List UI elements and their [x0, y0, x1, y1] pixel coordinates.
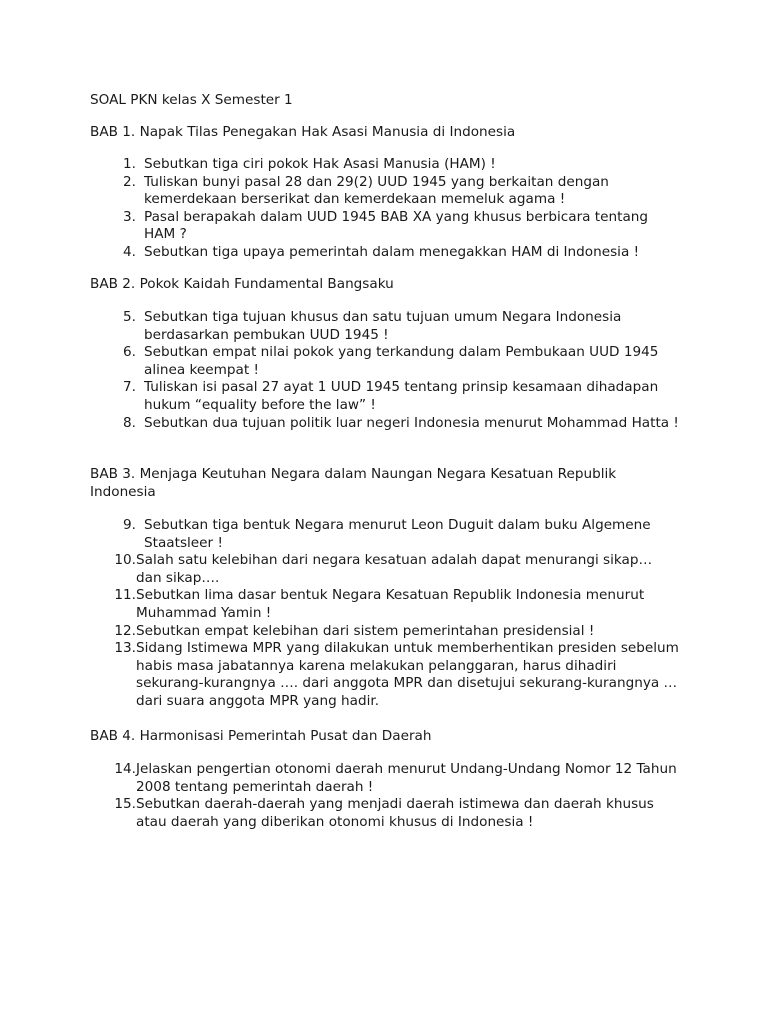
question-text: Sebutkan tiga bentuk Negara menurut Leon Duguit dalam buku Algemene Staatsleer ! — [144, 517, 651, 551]
question-item — [90, 640, 680, 710]
question-number: 13. — [114, 640, 136, 657]
question-item — [90, 309, 680, 344]
question-number: 5. — [123, 309, 136, 325]
question-list-2 — [90, 309, 680, 432]
question-text: Tuliskan isi pasal 27 ayat 1 UUD 1945 tentang prinsip kesamaan dihadapan hukum “equality before the law” ! — [144, 379, 659, 413]
question-number: 3. — [123, 208, 136, 225]
question-text: Sebutkan tiga ciri pokok Hak Asasi Manusia (HAM) ! — [144, 156, 496, 172]
page-title: SOAL PKN kelas X Semester 1 — [90, 92, 293, 108]
question-number: 14. — [114, 761, 136, 777]
question-text: Sidang Istimewa MPR yang dilakukan untuk memberhentikan presiden sebelum habis masa jabatannya karena melakukan pelanggaran, harus dihadiri sekurang-kurangnya …. dari anggota MPR dan disetujui sekurang-kurangnya … dari suara anggota MPR yang hadir. — [136, 640, 679, 709]
question-list-1 — [90, 156, 680, 262]
question-text: Salah satu kelebihan dari negara kesatuan adalah dapat menurangi sikap… dan sikap…. — [136, 552, 653, 586]
question-item — [90, 174, 680, 209]
question-list-4 — [90, 761, 680, 831]
chapter-heading-2: BAB 2. Pokok Kaidah Fundamental Bangsaku — [90, 276, 394, 292]
question-item — [90, 761, 680, 796]
question-text: Sebutkan empat kelebihan dari sistem pemerintahan presidensial ! — [136, 622, 595, 639]
question-number: 8. — [123, 414, 136, 431]
question-item — [90, 209, 680, 244]
question-item — [90, 796, 680, 831]
question-number: 1. — [123, 156, 136, 172]
question-number: 11. — [114, 587, 136, 604]
question-item — [90, 587, 680, 622]
question-number: 15. — [114, 796, 136, 813]
question-text: Jelaskan pengertian otonomi daerah menurut Undang-Undang Nomor 12 Tahun 2008 tentang pemerintah daerah ! — [136, 761, 677, 795]
question-text: Sebutkan daerah-daerah yang menjadi daerah istimewa dan daerah khusus atau daerah yang diberikan otonomi khusus di Indonesia ! — [136, 796, 654, 830]
question-number: 9. — [123, 517, 136, 533]
question-text: Tuliskan bunyi pasal 28 dan 29(2) UUD 1945 yang berkaitan dengan kemerdekaan berserikat dan kemerdekaan memeluk agama ! — [144, 173, 609, 208]
question-text: Sebutkan tiga upaya pemerintah dalam menegakkan HAM di Indonesia ! — [144, 243, 640, 260]
question-item — [90, 552, 680, 587]
chapter-heading-4: BAB 4. Harmonisasi Pemerintah Pusat dan Daerah — [90, 728, 432, 744]
question-text: Sebutkan lima dasar bentuk Negara Kesatuan Republik Indonesia menurut Muhammad Yamin ! — [136, 587, 645, 621]
chapter-heading-1: BAB 1. Napak Tilas Penegakan Hak Asasi Manusia di Indonesia — [90, 124, 516, 140]
question-number: 4. — [123, 243, 136, 260]
question-item — [90, 344, 680, 379]
question-text: Sebutkan dua tujuan politik luar negeri Indonesia menurut Mohammad Hatta ! — [144, 414, 679, 431]
chapter-heading-3: BAB 3. Menjaga Keutuhan Negara dalam Naungan Negara Kesatuan Republik Indonesia — [90, 466, 617, 500]
question-item — [90, 623, 680, 641]
question-item — [90, 379, 680, 414]
question-list-3 — [90, 517, 680, 711]
question-item — [90, 156, 680, 174]
question-number: 6. — [123, 344, 136, 361]
question-text: Pasal berapakah dalam UUD 1945 BAB XA yang khusus berbicara tentang HAM ? — [144, 208, 649, 243]
question-number: 2. — [123, 173, 136, 190]
question-item — [90, 415, 680, 433]
question-number: 12. — [114, 622, 136, 639]
question-text: Sebutkan tiga tujuan khusus dan satu tujuan umum Negara Indonesia berdasarkan pembukan UUD 1945 ! — [144, 309, 622, 343]
question-item — [90, 244, 680, 262]
question-number: 10. — [114, 552, 136, 569]
question-text: Sebutkan empat nilai pokok yang terkandung dalam Pembukaan UUD 1945 alinea keempat ! — [144, 344, 659, 378]
question-item — [90, 517, 680, 552]
question-number: 7. — [123, 379, 136, 396]
